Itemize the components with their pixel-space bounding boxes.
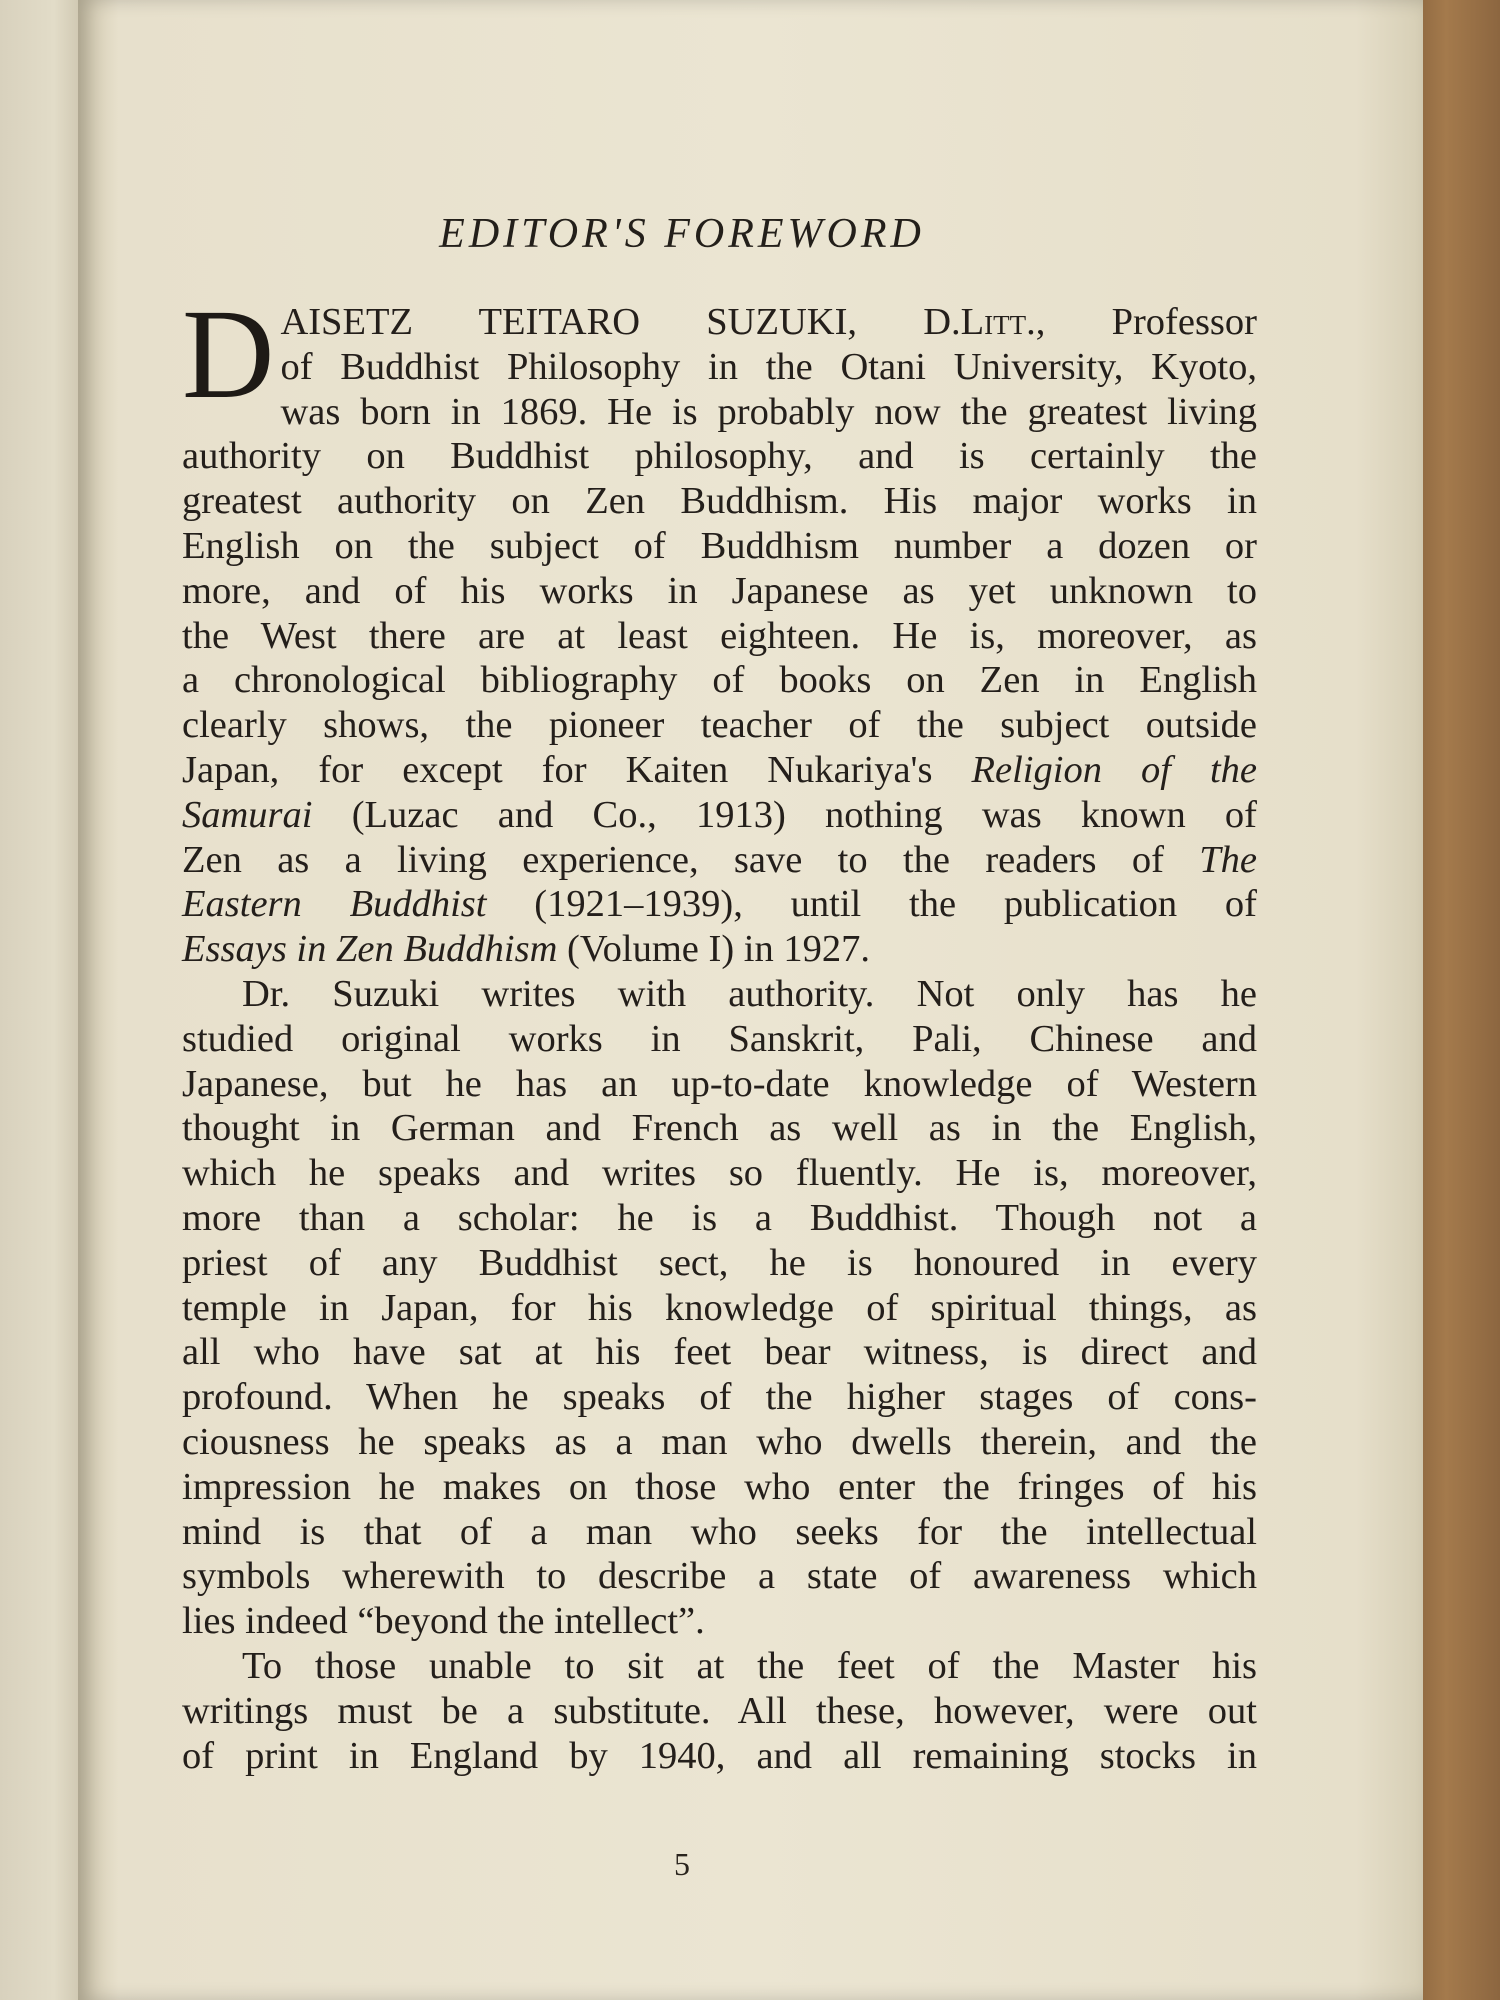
text-run: Japan, for except for Kaiten Nukariya's: [182, 748, 972, 791]
page-heading: EDITOR'S FOREWORD: [439, 211, 925, 257]
text-run: more, and of his works in Japanese as yet unknown to: [182, 569, 1257, 612]
text-run: lies indeed “beyond the intellect”.: [182, 1600, 705, 1643]
italic-title: The: [1199, 838, 1257, 881]
text-run: ciousness he speaks as a man who dwells therein, and the: [182, 1420, 1257, 1463]
text-line: [182, 1510, 1257, 1555]
italic-title: Eastern Buddhist: [182, 883, 487, 926]
text-line: [182, 1286, 1257, 1331]
italic-title: Samurai: [182, 793, 313, 836]
text-run: all who have sat at his feet bear witness, is direct and: [182, 1331, 1257, 1374]
text-run: a chronological bibliography of books on Zen in English: [182, 659, 1257, 702]
text-line: [182, 882, 1257, 927]
text-run: which he speaks and writes so fluently. He is, moreover,: [182, 1152, 1257, 1195]
text-line: [182, 838, 1257, 883]
text-line: [182, 1644, 1257, 1689]
text-run: more than a scholar: he is a Buddhist. Though not a: [182, 1196, 1257, 1239]
text-line: [182, 748, 1257, 793]
text-run: symbols wherewith to describe a state of awareness which: [182, 1555, 1257, 1598]
text-line: [182, 927, 1257, 972]
facing-page-edge: [0, 0, 90, 2000]
text-line: [182, 1330, 1257, 1375]
text-run: the West there are at least eighteen. He is, moreover, as: [182, 614, 1257, 657]
foreword-text: [182, 283, 1257, 1778]
wooden-table: [1410, 0, 1500, 2000]
text-run: itt: [984, 301, 1027, 343]
text-line: [182, 1689, 1257, 1734]
text-run: Japanese, but he has an up-to-date knowledge of Western: [182, 1062, 1257, 1105]
text-run: writings must be a substitute. All these, however, were out: [182, 1689, 1257, 1732]
page-content: [182, 0, 1347, 2000]
text-run: priest of any Buddhist sect, he is honoured in every: [182, 1241, 1257, 1284]
text-line: [182, 1420, 1257, 1465]
text-line: [182, 1062, 1257, 1107]
text-run: AISETZ TEITARO SUZUKI, D.L: [280, 301, 985, 343]
text-run: (Luzac and Co., 1913) nothing was known of: [312, 793, 1257, 836]
page-number: 5: [674, 1846, 690, 1882]
text-line: [182, 390, 1257, 435]
text-line: [182, 1554, 1257, 1599]
text-run: was born in 1869. He is probably now the greatest living: [280, 390, 1257, 433]
text-run: thought in German and French as well as in the English,: [182, 1107, 1257, 1150]
text-run: To those unable to sit at the feet of the Master his: [242, 1644, 1257, 1687]
text-line: [182, 524, 1257, 569]
text-line: [182, 972, 1257, 1017]
text-line: [182, 1106, 1257, 1151]
text-line: [182, 703, 1257, 748]
text-line: [182, 614, 1257, 659]
text-line: [182, 1599, 1257, 1644]
text-line: [182, 479, 1257, 524]
text-run: greatest authority on Zen Buddhism. His major works in: [182, 480, 1257, 523]
text-run: English on the subject of Buddhism number a dozen or: [182, 524, 1257, 567]
text-run: (1921–1939), until the publication of: [486, 883, 1257, 926]
text-run: of print in England by 1940, and all remaining stocks in: [182, 1734, 1257, 1777]
text-line: [182, 434, 1257, 479]
text-run: temple in Japan, for his knowledge of spiritual things, as: [182, 1286, 1257, 1329]
text-run: Zen as a living experience, save to the readers of: [182, 838, 1200, 881]
text-line: [182, 1196, 1257, 1241]
text-run: of Buddhist Philosophy in the Otani University, Kyoto,: [280, 345, 1257, 388]
text-line: [182, 1241, 1257, 1286]
text-run: clearly shows, the pioneer teacher of the subject outside: [182, 704, 1257, 747]
text-line: [182, 345, 1257, 390]
italic-title: Essays in Zen Buddhism: [182, 928, 558, 971]
text-run: profound. When he speaks of the higher stages of cons-: [182, 1376, 1257, 1419]
text-line: [182, 1375, 1257, 1420]
italic-title: Religion of the: [971, 748, 1257, 791]
text-line: [182, 1734, 1257, 1779]
book-page: [78, 0, 1423, 2000]
text-run: studied original works in Sanskrit, Pali, Chinese and: [182, 1017, 1257, 1060]
text-line: [182, 569, 1257, 614]
text-run: authority on Buddhist philosophy, and is certainly the: [182, 435, 1257, 478]
text-line: [182, 793, 1257, 838]
text-run: (Volume I) in 1927.: [557, 928, 870, 971]
text-line: [182, 1465, 1257, 1510]
drop-cap: D: [182, 283, 275, 425]
text-run: impression he makes on those who enter the fringes of his: [182, 1465, 1257, 1508]
text-line: [182, 1017, 1257, 1062]
text-run: mind is that of a man who seeks for the intellectual: [182, 1510, 1257, 1553]
text-line: [182, 1151, 1257, 1196]
text-run: Dr. Suzuki writes with authority. Not only has he: [242, 972, 1257, 1015]
text-line: [182, 300, 1257, 345]
text-run: ., Professor: [1026, 301, 1257, 343]
text-line: [182, 658, 1257, 703]
